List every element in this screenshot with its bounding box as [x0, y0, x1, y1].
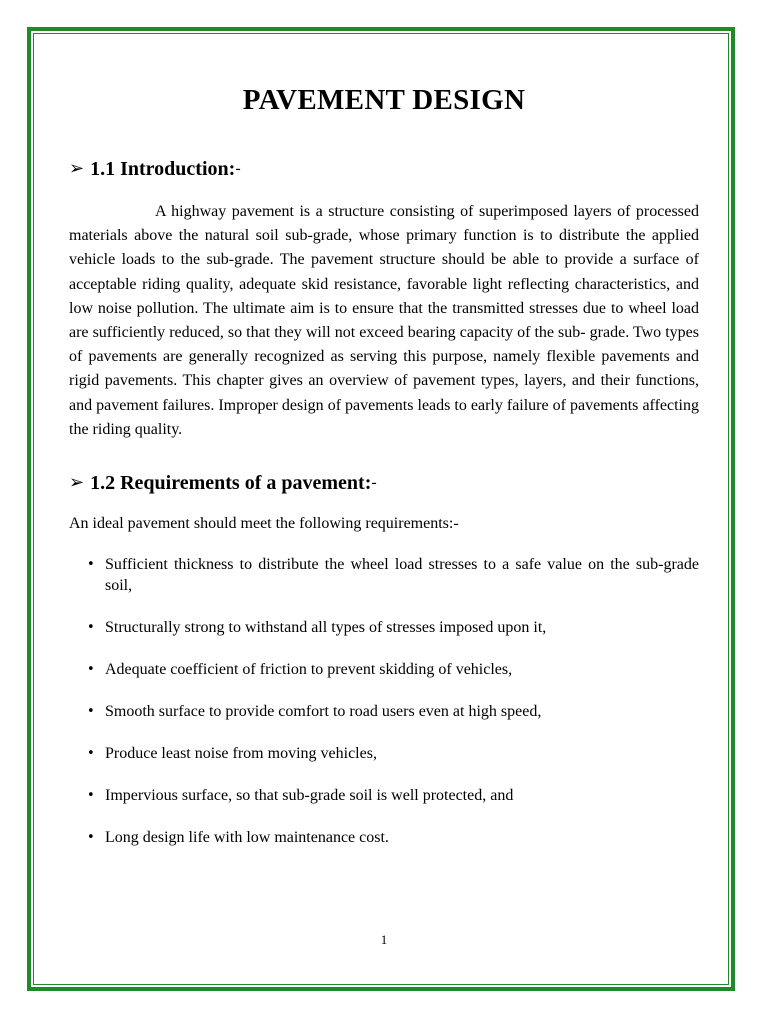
arrowhead-bullet-icon: ➢	[69, 472, 85, 494]
list-item-text: Long design life with low maintenance cost.	[105, 829, 389, 847]
list-item-text: Produce least noise from moving vehicles,	[105, 745, 377, 763]
dot-bullet-icon: •	[87, 662, 95, 678]
dot-bullet-icon: •	[87, 704, 95, 720]
list-item	[69, 827, 699, 848]
list-item-text: Structurally strong to withstand all types of stresses imposed upon it,	[105, 619, 547, 637]
introduction-paragraph: A highway pavement is a structure consisting of superimposed layers of processed materials above the natural soil sub-grade, whose primary function is to distribute the applied vehicle loads to the sub-grade. The pavement structure should be able to provide a surface of acceptable riding quality, adequate skid resistance, favorable light reflecting characteristics, and low noise pollution. The ultimate aim is to ensure that the transmitted stresses due to wheel load are sufficiently reduced, so that they will not exceed bearing capacity of the sub- grade. Two types of pavements are generally recognized as serving this purpose, namely flexible pavements and rigid pavements. This chapter gives an overview of pavement types, layers, and their functions, and pavement failures. Improper design of pavements leads to early failure of pavements affecting the riding quality.	[69, 203, 699, 438]
list-item-text: Impervious surface, so that sub-grade soil is well protected, and	[105, 787, 514, 805]
section-heading-suffix: -	[235, 160, 241, 177]
section-heading-label: 1.2 Requirements of a pavement:	[90, 472, 372, 495]
page-content	[69, 80, 699, 869]
list-item	[69, 701, 699, 722]
requirements-lead: An ideal pavement should meet the following requirements:-	[69, 515, 459, 533]
list-item-text: Smooth surface to provide comfort to road users even at high speed,	[105, 703, 542, 721]
dot-bullet-icon: •	[87, 830, 95, 846]
section-heading-requirements	[69, 470, 699, 496]
list-item	[69, 554, 699, 596]
section-heading-suffix: -	[371, 474, 377, 492]
dot-bullet-icon: •	[87, 788, 95, 804]
list-item	[69, 659, 699, 680]
list-item	[69, 617, 699, 638]
dot-bullet-icon: •	[87, 620, 95, 636]
dot-bullet-icon: •	[87, 746, 95, 762]
section-heading-label: 1.1 Introduction:	[90, 158, 236, 180]
requirements-list	[69, 554, 699, 848]
section-heading-introduction	[69, 156, 699, 182]
dot-bullet-icon: •	[87, 557, 95, 573]
page-title: PAVEMENT DESIGN	[242, 84, 526, 116]
page-number: 1	[380, 932, 388, 947]
arrowhead-bullet-icon: ➢	[69, 158, 85, 179]
list-item-text: Adequate coefficient of friction to prevent skidding of vehicles,	[105, 661, 513, 679]
list-item	[69, 743, 699, 764]
list-item-text: Sufficient thickness to distribute the wheel load stresses to a safe value on the sub-grade soil,	[105, 556, 699, 595]
list-item	[69, 785, 699, 806]
